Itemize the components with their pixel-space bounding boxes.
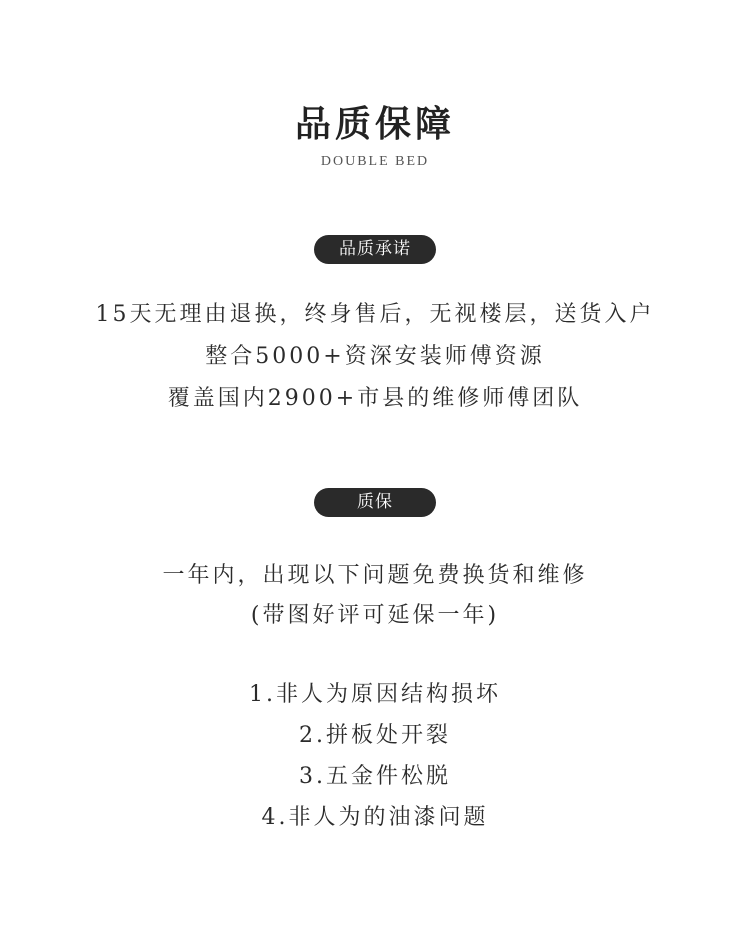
page-title: 品质保障 — [294, 103, 455, 145]
warranty-item: 4.非人为的油漆问题 — [261, 805, 489, 830]
warranty-items-list — [0, 674, 750, 838]
promise-line: 15天无理由退换，终身售后，无视楼层，送货入户 — [95, 302, 655, 327]
page-subtitle: DOUBLE BED — [320, 154, 430, 169]
promise-line: 覆盖国内2900+市县的维修师傅团队 — [167, 386, 583, 411]
warranty-item: 2.拼板处开裂 — [299, 723, 451, 748]
promise-badge: 品质承诺 — [314, 235, 436, 264]
promise-line: 整合5000+资深安装师傅资源 — [205, 344, 545, 369]
warranty-intro-block — [0, 556, 750, 636]
warranty-intro-line: (带图好评可延保一年) — [250, 603, 500, 628]
warranty-item: 1.非人为原因结构损坏 — [249, 682, 501, 707]
warranty-badge: 质保 — [314, 488, 436, 517]
warranty-intro-line: 一年内，出现以下问题免费换货和维修 — [162, 563, 588, 588]
promise-text-block — [0, 294, 750, 420]
warranty-item: 3.五金件松脱 — [299, 764, 451, 789]
